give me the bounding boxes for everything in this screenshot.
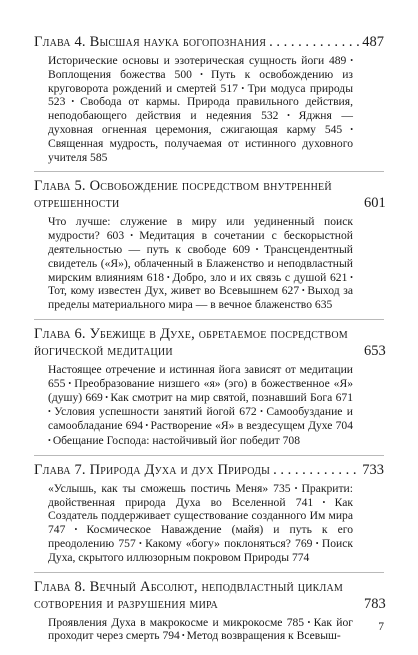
chapter-page-number: 733 xyxy=(362,461,384,478)
chapter-subentries: Исторические основы и эзотерическая сущность йоги 489 • Воплощения божества 500 • Путь к освобождению из круговорота рождений и смертей 517 • Три модуса природы 523 • Свобода от кармы. Природа правильного действия, неподобающего действия и недеяния 532 • Яджня — духовная огненная церемония, сжигающая карму 545 • Священная мудрость, получаемая от истинного духовного учителя 585 xyxy=(48,54,353,164)
chapter-subentries: Настоящее отречение и истинная йога зависят от медитации 655 • Преобразование низшего «я» (эго) в божественное «Я» (душу) 669 • Как смотрит на мир святой, познавший Бога 671 • Условия успешности занятий йогой 672 • Самообуздание и самообладание 694 • Растворение «Я» в вездесущем Духе 704 • Обещание Господа: настойчивый йог победит 708 xyxy=(48,362,353,447)
subentry: Тот, кому известен Дух, живет во Всевышнем 627 xyxy=(48,284,300,298)
chapter-heading xyxy=(34,579,384,613)
subentry: Условия успешности занятий йогой 672 xyxy=(54,405,257,419)
subentry: Метод возвращения к Всевыш- xyxy=(186,629,341,643)
chapter-subentries: «Услышь, как ты сможешь постичь Меня» 735 • Пракрити: двойственная природа Духа во Вселенной 741 • Как Создатель поддерживает существование созданного Им мира 747 • Космическое Наваждение (майя) и путь к его преодолению 757 • Какому «богу» поклоняться? 769 • Поиск Духа, скрытого иллюзорным покровом Природы 774 xyxy=(48,481,353,564)
chapter-page-number: 487 xyxy=(362,34,384,50)
subentry: Медитация в сочетании с бескорыстной деятельностью — путь к свободе 609 xyxy=(48,229,353,256)
dot-leader xyxy=(269,34,359,51)
subentry: Трансцендентный свидетель («Я»), облаченный в Блаженство и неподвластный мирским влияниям 618 xyxy=(48,242,353,284)
subentry: Растворение «Я» в вездесущем Духе 704 xyxy=(150,419,353,433)
subentry: Преобразование низшего «я» (эго) в божественное «Я» (душу) 669 xyxy=(48,376,353,404)
subentry: Воплощения божества 500 xyxy=(48,67,192,81)
chapter-title: Глава 4. Высшая наука богопознания xyxy=(34,34,267,50)
subentry: Настоящее отречение и истинная йога зависят от медитации 655 xyxy=(48,362,353,390)
chapter-heading xyxy=(34,326,384,360)
subentry: Что лучше: служение в миру или уединенный поиск мудрости? 603 xyxy=(48,215,353,243)
chapter-heading xyxy=(34,178,384,212)
chapter-page-number: 653 xyxy=(364,342,386,359)
subentry: Космическое Наваждение (майя) и путь к его преодолению 757 xyxy=(48,523,353,550)
chapter-title: Глава 7. Природа Духа и дух Природы xyxy=(34,461,271,478)
subentry: Пракрити: двойственная природа Духа во Вселенной 741 xyxy=(48,481,353,509)
subentry: Какому «богу» поклоняться? 769 xyxy=(145,536,313,550)
subentry: Как смотрит на мир святой, познавший Бога 671 xyxy=(110,390,353,404)
subentry: Священная мудрость, получаемая от истинного духовного учителя 585 xyxy=(48,136,353,164)
chapter-subentries: Что лучше: служение в миру или уединенный поиск мудрости? 603 • Медитация в сочетании с бескорыстной деятельностью — путь к свободе 609 • Трансцендентный свидетель («Я»), облаченный в Блаженство и неподвластный мирским влияниям 618 • Добро, зло и их связь с душой 621 • Тот, кому известен Дух, живет во Всевышнем 627 • Выход за пределы материального мира — в вечное блаженство 635 xyxy=(48,215,353,312)
subentry: Поиск Духа, скрытого иллюзорным покровом Природы 774 xyxy=(48,536,353,564)
subentry: «Услышь, как ты сможешь постичь Меня» 735 xyxy=(48,481,291,495)
subentry: Обещание Господа: настойчивый йог победит 708 xyxy=(52,433,301,447)
dot-leader xyxy=(273,462,359,479)
subentry: Выход за пределы материального мира — в вечное блаженство 635 xyxy=(48,284,353,312)
chapter-heading xyxy=(34,462,384,479)
chapter-5 xyxy=(34,171,384,312)
chapter-heading xyxy=(34,34,384,51)
chapter-title: Глава 8. Вечный Абсолют, неподвластный циклам сотворения и разрушения мира xyxy=(34,578,344,612)
chapter-6 xyxy=(34,319,384,448)
subentry: Свобода от кармы. Природа правильного действия, неподобающего действия и недеяния 532 xyxy=(48,95,353,123)
chapter-8 xyxy=(34,572,384,644)
page-number: 7 xyxy=(378,621,384,633)
subentry: Добро, зло и их связь с душой 621 xyxy=(172,270,348,284)
chapter-4 xyxy=(34,34,384,164)
subentry: Как Создатель поддерживает существование созданного Им мира 747 xyxy=(48,495,353,537)
subentry: Путь к освобождению из круговорота рождений и смертей 517 xyxy=(48,67,353,95)
chapter-page-number: 601 xyxy=(364,195,386,212)
subentry: Яджня — духовная огненная церемония, сжигающая карму 545 xyxy=(48,109,353,136)
chapter-7 xyxy=(34,455,384,565)
chapter-page-number: 783 xyxy=(364,595,386,612)
chapter-title: Глава 5. Освобождение посредством внутренней отрешенности xyxy=(34,178,332,212)
table-of-contents xyxy=(34,34,384,650)
chapter-subentries: Проявления Духа в макрокосме и микрокосме 785 • Как йог проходит через смерть 794 • Метод возвращения к Всевыш- xyxy=(48,615,353,643)
chapter-title: Глава 6. Убежище в Духе, обретаемое посредством йогической медитации xyxy=(34,325,348,359)
subentry: Как йог проходит через смерть 794 xyxy=(48,615,353,643)
subentry: Исторические основы и эзотерическая сущность йоги 489 xyxy=(48,54,347,67)
subentry: Самообуздание и самообладание 694 xyxy=(48,405,353,433)
subentry: Три модуса природы 523 xyxy=(48,81,353,109)
subentry: Проявления Духа в макрокосме и микрокосме 785 xyxy=(48,615,305,629)
